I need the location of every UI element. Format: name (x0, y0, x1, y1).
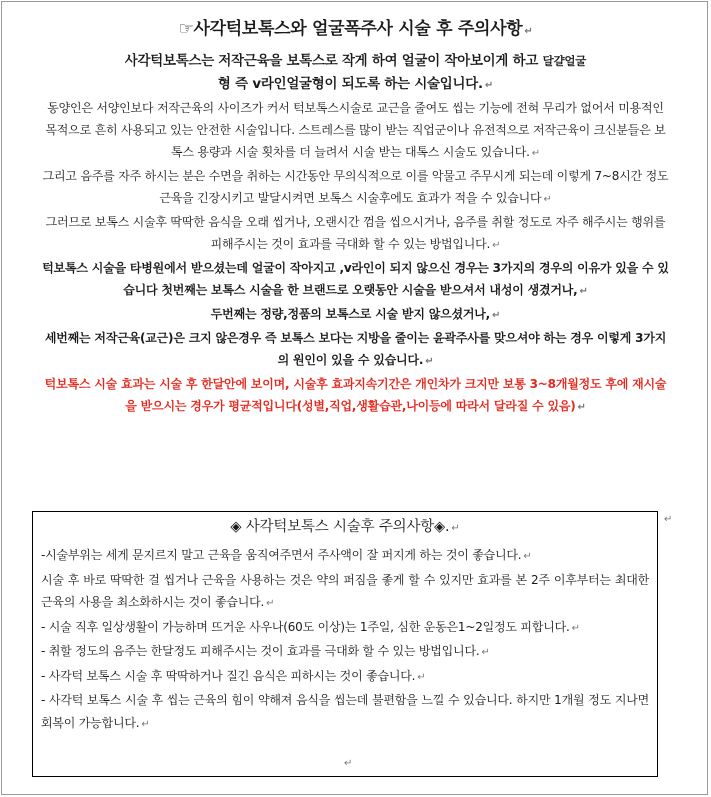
body-text: 그러므로 보톡스 시술후 딱딱한 음식을 오래 씹거나, 오랜시간 껌을 씹으시거나, 음주를 취할 정도로 자주 해주시는 행위를 피해주시는 것이 효과를 극대화 할 수 있는 방법입니다. (45, 215, 666, 251)
highlight-paragraph (40, 373, 671, 419)
notice-item (41, 616, 649, 641)
bold-text: 세번째는 저작근육(교근)은 크지 않은경우 즉 보톡스 보다는 지방을 줄이는 윤곽주사를 맞으셔야 하는 경우 이렇게 3가지의 원인이 있을 수 있습니다. (44, 331, 667, 367)
notice-item-text: - 취할 정도의 음주는 한달정도 피해주시는 것이 효과를 극대화 할 수 있는 방법입니다. (41, 644, 480, 658)
paragraph-mark: ↵ (543, 194, 552, 205)
paragraph-mark: ↵ (579, 286, 588, 297)
notice-item (41, 640, 649, 665)
paragraph-mark: ↵ (451, 523, 460, 534)
paragraph-mark: ↵ (492, 310, 501, 321)
notice-box-title-text: ◈ 사각턱보톡스 시술후 주의사항◈. (230, 519, 450, 535)
notice-item-text: - 사각턱 보톡스 시술 후 씹는 근육의 힘이 약해져 음식을 씹는데 불편함을 느낄 수 있습니다. 하지만 1개월 정도 지나면 회복이 가능합니다. (41, 693, 649, 730)
paragraph-mark: ↵ (531, 148, 540, 159)
bold-text: 두번째는 정량,정품의 보톡스로 시술 받지 않으셨거나, (210, 307, 491, 321)
paragraph-mark: ↵ (484, 80, 494, 91)
body-text: 그리고 음주를 자주 하시는 분은 수면을 취하는 시간동안 무의식적으로 이를 악물고 주무시게 되는데 이렇게 7~8시간 정도 근육을 긴장시키고 발달시켜면 보톡스 시술후에도 효과가 적을 수 있습니다 (42, 169, 669, 205)
paragraph-mark: ↵ (425, 356, 434, 367)
paragraph-mark: ↵ (492, 240, 501, 251)
document-title-text: ☞사각턱보톡스와 얼굴폭주사 시술 후 주의사항 (178, 19, 523, 39)
intro-text-line2: 형 즉 v라인얼굴형이 되도록 하는 시술입니다. (217, 77, 483, 92)
paragraph-mark: ↵ (664, 514, 673, 525)
body-paragraph-1 (40, 97, 671, 165)
bold-paragraph-2 (40, 303, 671, 327)
notice-item-text: - 시술 직후 일상생활이 가능하며 뜨거운 사우나(60도 이상)는 1주일, 심한 운동은1~2일정도 피합니다. (41, 619, 570, 634)
body-text: 동양인은 서양인보다 저작근육의 사이즈가 커서 턱보톡스시술로 교근을 줄여도 씹는 기능에 전혀 무리가 없어서 미용적인 목적으로 흔히 사용되고 있는 안전한 시술입니다. 스트레스를 많이 받는 직업군이나 유전적으로 저작근육이 크신분들은 보톡스 용량과 시술 횟차를 더 늘려서 시술 받는 대톡스 시술도 있습니다. (45, 101, 666, 159)
paragraph-mark: ↵ (141, 718, 150, 730)
notice-item-text: -시술부위는 세게 문지르지 말고 근육을 움직여주면서 주사액이 잘 퍼지게 하는 것이 좋습니다. (41, 548, 522, 562)
paragraph-mark: ↵ (266, 598, 275, 609)
notice-box (32, 511, 658, 777)
notice-item (41, 689, 649, 736)
paragraph-mark: ↵ (523, 551, 532, 562)
document-title (0, 14, 711, 39)
bold-paragraph-1 (40, 257, 671, 303)
paragraph-mark: ↵ (571, 622, 580, 634)
paragraph-mark: ↵ (481, 647, 490, 658)
body-paragraph-3 (40, 211, 671, 257)
highlight-text: 턱보톡스 시술 효과는 시술 후 한달안에 보이며, 시술후 효과지속기간은 개인차가 크지만 보통 3~8개월정도 후에 재시술을 받으시는 경우가 평균적입니다(성별,직업,생활습관,나이등에 따라서 달라질 수 있음) (44, 377, 667, 413)
notice-item-text: 시술 후 바로 딱딱한 걸 씹거나 근육을 사용하는 것은 약의 퍼짐을 좋게 할 수 있지만 효과를 본 2주 이후부터는 최대한 근육의 사용을 최소화하시는 것이 좋습니다. (41, 572, 649, 609)
document-body (40, 50, 671, 419)
notice-item (41, 569, 649, 616)
paragraph-mark: ↵ (524, 26, 533, 37)
body-paragraph-2 (40, 165, 671, 211)
bold-paragraph-3 (40, 327, 671, 373)
bold-text: 턱보톡스 시술을 타병원에서 받으셨는데 얼굴이 작아지고 ,v라인이 되지 않으신 경우는 3가지의 경우의 이유가 있을 수 있습니다 첫번째는 보톡스 시술을 한 브랜드로 오랫동안 시술을 받으셔서 내성이 생겼거나, (42, 261, 669, 297)
intro-paragraph (40, 50, 671, 97)
paragraph-mark: ↵ (577, 402, 586, 413)
notice-item-text: - 사각턱 보톡스 시술 후 딱딱하거나 질긴 음식은 피하시는 것이 좋습니다. (41, 668, 416, 683)
intro-text: 사각턱보톡스는 저작근육을 보톡스로 작게 하여 얼굴이 작아보이게 하고 (124, 54, 543, 69)
notice-item (41, 665, 649, 690)
notice-box-title (41, 514, 649, 542)
paragraph-mark: ↵ (344, 758, 353, 769)
paragraph-mark: ↵ (417, 671, 426, 683)
intro-text-small: 달걀얼굴 (542, 54, 587, 68)
notice-item (41, 544, 649, 569)
